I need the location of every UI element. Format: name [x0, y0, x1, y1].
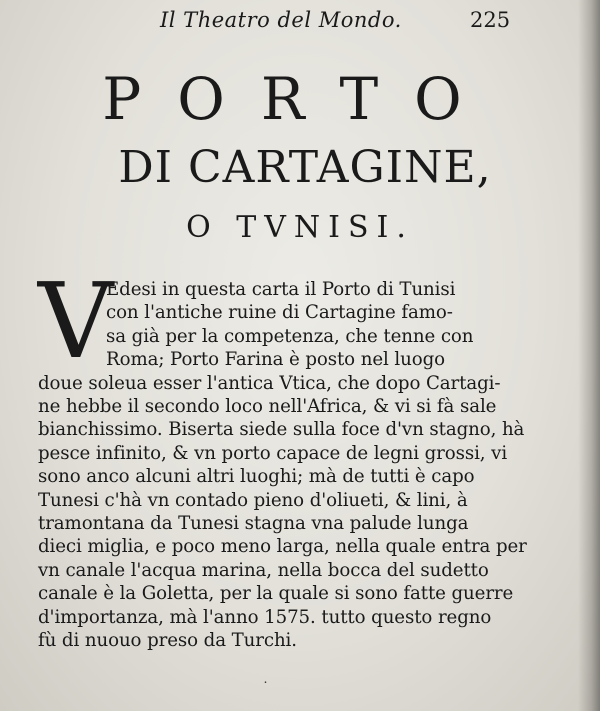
body-line: con l'antiche ruine di Cartagine famo-: [106, 302, 453, 324]
body-line: d'importanza, mà l'anno 1575. tutto questo regno: [38, 606, 492, 628]
title-line-porto: PORTO: [102, 65, 498, 133]
body-paragraph: [38, 260, 558, 653]
body-line: sa già per la competenza, che tenne con: [106, 325, 474, 347]
body-line: bianchissimo. Biserta siede sulla foce d'vn stagno, hà: [38, 419, 525, 441]
body-line: Tunesi c'hà vn contado pieno d'oliueti, & lini, à: [38, 489, 468, 511]
body-line: doue soleua esser l'antica Vtica, che dopo Cartagi-: [38, 372, 501, 394]
body-line: sono anco alcuni altri luoghi; mà de tutti è capo: [38, 466, 475, 488]
title-line-tunisi: O TVNISI.: [186, 210, 414, 245]
body-line: vn canale l'acqua marina, nella bocca del sudetto: [38, 559, 489, 581]
page-number: 225: [470, 8, 511, 32]
ornament-mark: ˙: [262, 680, 269, 696]
title-line-cartagine: DI CARTAGINE,: [118, 142, 492, 193]
body-line: fù di nuouo preso da Turchi.: [38, 630, 297, 652]
body-line: canale è la Goletta, per la quale si sono fatte guerre: [38, 583, 514, 605]
running-title: Il Theatro del Mondo.: [160, 8, 402, 32]
running-head: [0, 8, 600, 42]
body-line: pesce infinito, & vn porto capace de legni grossi, vi: [38, 442, 508, 464]
page-spine-shadow: [578, 0, 600, 711]
body-line: Roma; Porto Farina è posto nel luogo: [106, 349, 445, 371]
body-line: Edesi in questa carta il Porto di Tunisi: [106, 279, 456, 300]
body-line: tramontana da Tunesi stagna vna palude lunga: [38, 513, 469, 535]
body-line: dieci miglia, e poco meno larga, nella quale entra per: [38, 536, 527, 558]
drop-cap-letter: V: [38, 260, 114, 382]
body-line: ne hebbe il secondo loco nell'Africa, & vi si fà sale: [38, 396, 497, 418]
